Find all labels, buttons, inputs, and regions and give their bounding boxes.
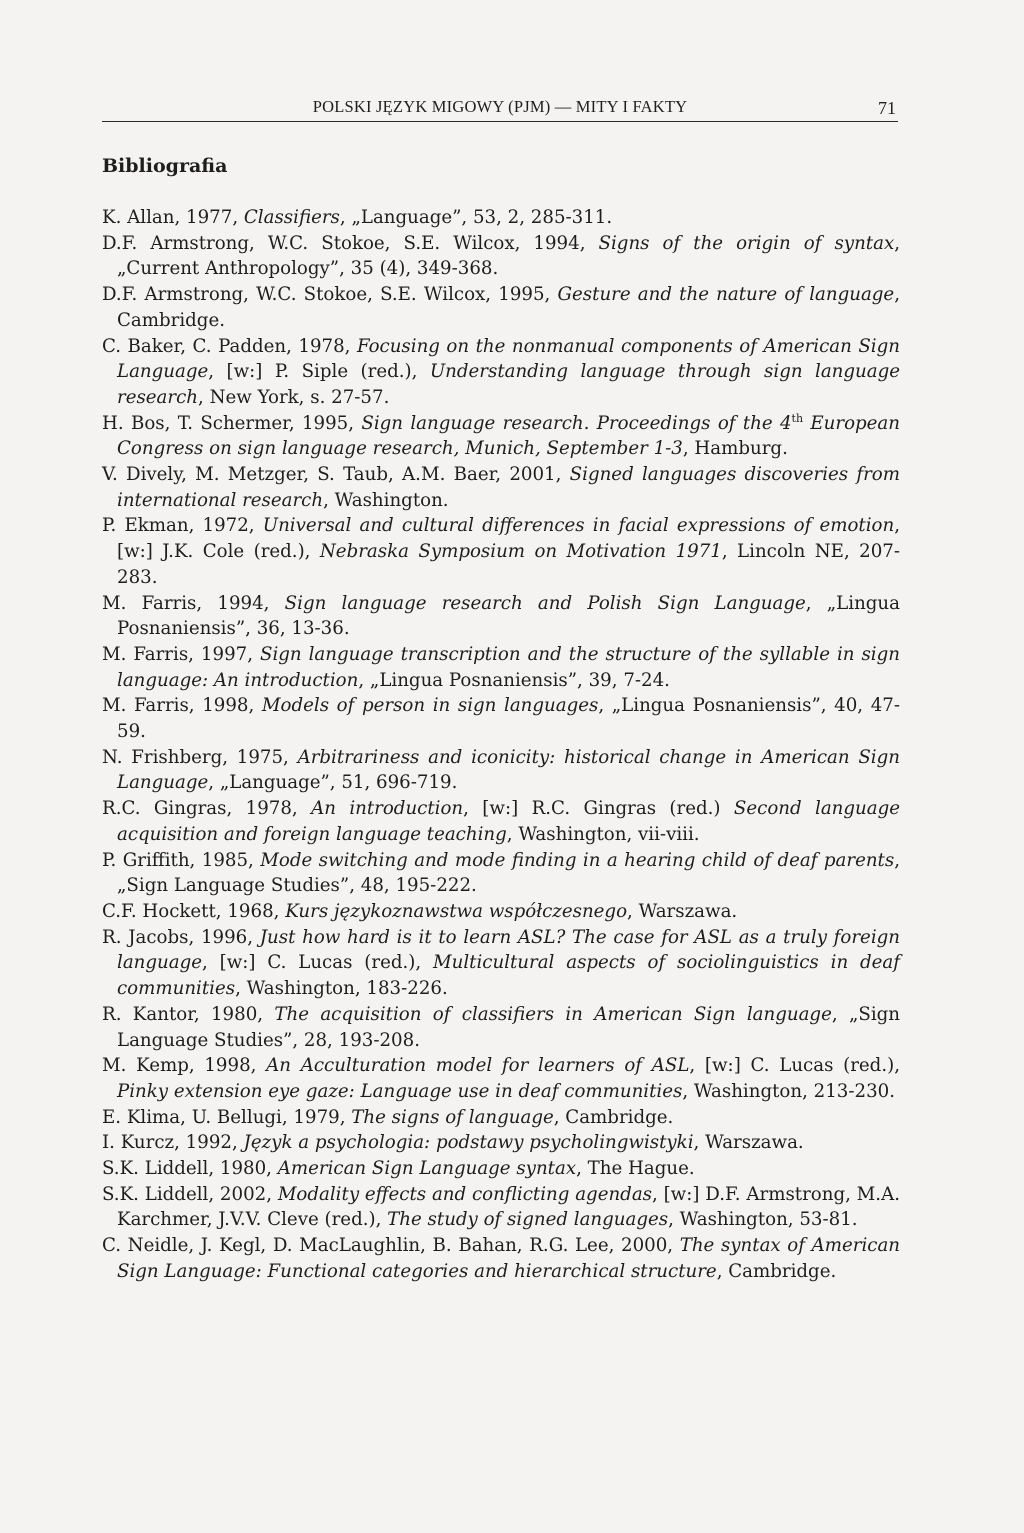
entry-title: American Sign Language syntax [277, 1158, 577, 1180]
entry-text: , „Language”, 51, 696-719. [208, 772, 458, 794]
entry-text: H. Bos, T. Schermer, 1995, [102, 412, 362, 434]
bibliography-entry [102, 1053, 900, 1104]
entry-title: Classifiers [243, 207, 340, 228]
entry-text: , „Language”, 53, 2, 285-311. [339, 207, 613, 228]
entry-text: M. Farris, 1998, [102, 695, 262, 717]
entry-title: Focusing on the nonmanual components of American Sign Language [117, 335, 900, 383]
bibliography-entry [102, 1002, 900, 1053]
entry-title: Signs of the origin of syntax [598, 232, 895, 254]
entry-text: , New York, s. 27-57. [198, 386, 390, 408]
entry-title: Second language acquisition and foreign language teaching [117, 798, 900, 845]
bibliography-entry [102, 1105, 900, 1131]
bibliography-entry [102, 899, 900, 925]
bibliography-entry [102, 925, 900, 1002]
entry-text: , „Current Anthropology”, 35 (4), 349-368. [117, 232, 900, 280]
bibliography-entry [102, 513, 900, 590]
entry-title: Sign language research. Proceedings of the 4 [361, 412, 792, 434]
entry-text: C. Baker, C. Padden, 1978, [102, 335, 357, 357]
bibliography-entry [102, 411, 900, 462]
entry-text: D.F. Armstrong, W.C. Stokoe, S.E. Wilcox, 1995, [102, 284, 558, 306]
entry-title: The signs of language [351, 1106, 554, 1128]
entry-title: Understanding language through sign language research [117, 361, 900, 408]
entry-title: Sign language research and Polish Sign Language [284, 592, 806, 614]
entry-text: , Washington, 183-226. [235, 978, 448, 1000]
entry-text: , Hamburg. [682, 438, 788, 460]
bibliography-entry [102, 334, 900, 411]
entry-text: , Washington, vii-viii. [506, 823, 700, 845]
bibliography-entry [102, 848, 900, 899]
entry-text: , Warszawa. [627, 900, 738, 922]
entry-text: S.K. Liddell, 1980, [102, 1158, 278, 1180]
entry-text: , Lincoln NE, 207-283. [117, 541, 900, 588]
entry-text: , [w:] R.C. Gingras (red.) [463, 798, 734, 820]
entry-text: , „Lingua Posnaniensis”, 39, 7-24. [358, 669, 670, 691]
entry-title: Język a psychologia: podstawy psycholingwistyki [243, 1132, 694, 1154]
entry-text: , The Hague. [576, 1158, 695, 1180]
bibliography-entry [102, 205, 900, 231]
bibliography-entry [102, 282, 900, 333]
entry-title: Modality effects and conflicting agendas [277, 1183, 652, 1205]
entry-text: , [w:] J.K. Cole (red.), [117, 515, 900, 563]
bibliography-entry [102, 642, 900, 693]
entry-title: Multicultural aspects of sociolinguistics in deaf communities [117, 952, 900, 1000]
entry-title: An introduction [311, 798, 464, 820]
superscript: th [791, 411, 804, 425]
entry-title: European Congress on sign language research, Munich, September 1-3 [117, 412, 900, 460]
entry-text: R. Kantor, 1980, [102, 1003, 275, 1025]
entry-text: D.F. Armstrong, W.C. Stokoe, S.E. Wilcox, 1994, [102, 232, 599, 254]
running-title: POLSKI JĘZYK MIGOWY (PJM) — MITY I FAKTY [312, 97, 688, 116]
entry-text: , „Sign Language Studies”, 28, 193-208. [117, 1003, 900, 1051]
entry-text: , Warszawa. [693, 1132, 804, 1154]
entry-text: , [w:] D.F. Armstrong, M.A. Karchmer, J.V.V. Cleve (red.), [117, 1183, 900, 1231]
page-number: 71 [878, 98, 896, 118]
entry-text: R.C. Gingras, 1978, [102, 798, 312, 820]
entry-text: , Cambridge. [716, 1260, 837, 1282]
entry-title: Arbitrariness and iconicity: historical change in American Sign Language [117, 746, 900, 794]
entry-text: M. Farris, 1997, [102, 643, 260, 665]
entry-text: , „Lingua Posnaniensis”, 40, 47-59. [117, 695, 900, 743]
entry-title: The syntax of American Sign Language: Functional categories and hierarchical structure [117, 1235, 901, 1282]
entry-title: Signed languages discoveries from international research [117, 464, 900, 511]
entry-text: P. Ekman, 1972, [102, 515, 263, 537]
bibliography-list [102, 205, 900, 1285]
bibliography-entry [102, 231, 900, 282]
entry-text: , „Sign Language Studies”, 48, 195-222. [117, 849, 900, 897]
entry-title: Universal and cultural differences in facial expressions of emotion [262, 515, 895, 537]
section-heading: Bibliografia [102, 155, 228, 177]
entry-text: , [w:] P. Siple (red.), [208, 361, 430, 383]
entry-text: P. Griffith, 1985, [102, 849, 261, 871]
running-header [102, 95, 898, 122]
bibliography-entry [102, 1182, 900, 1233]
entry-title: Kurs językoznawstwa współczesnego [285, 900, 628, 922]
entry-text: , [w:] C. Lucas (red.), [689, 1055, 900, 1077]
entry-title: The acquisition of classifiers in American Sign language [274, 1003, 832, 1025]
entry-text: , Cambridge. [553, 1106, 674, 1128]
entry-text: , Washington, 53-81. [668, 1209, 858, 1231]
bibliography-entry [102, 745, 900, 796]
entry-title: The study of signed languages [387, 1209, 669, 1231]
entry-text: K. Allan, 1977, [102, 207, 244, 228]
entry-title: Sign language transcription and the structure of the syllable in sign language: An introduction [117, 643, 900, 691]
entry-text: E. Klima, U. Bellugi, 1979, [102, 1106, 352, 1128]
entry-text: R. Jacobs, 1996, [102, 926, 260, 948]
bibliography-entry [102, 591, 900, 642]
entry-text: , Washington. [323, 489, 449, 511]
entry-title: Nebraska Symposium on Motivation 1971 [319, 541, 722, 563]
entry-title: Pinky extension eye gaze: Language use in deaf communities [117, 1080, 683, 1102]
entry-text: V. Dively, M. Metzger, S. Taub, A.M. Baer, 2001, [102, 464, 570, 486]
entry-title: Gesture and the nature of language [557, 284, 895, 306]
bibliography-entry [102, 462, 900, 513]
entry-text: I. Kurcz, 1992, [102, 1132, 244, 1154]
entry-text: C. Neidle, J. Kegl, D. MacLaughlin, B. Bahan, R.G. Lee, 2000, [102, 1235, 680, 1257]
bibliography-entry [102, 1233, 900, 1284]
entry-text: , [w:] C. Lucas (red.), [201, 952, 433, 974]
bibliography-entry [102, 796, 900, 847]
entry-title: Just how hard is it to learn ASL? The case for ASL as a truly foreign language [117, 926, 900, 974]
bibliography-entry [102, 1130, 900, 1156]
entry-title: An Acculturation model for learners of ASL [266, 1055, 690, 1077]
bibliography-entry [102, 693, 900, 744]
entry-text: , Washington, 213-230. [682, 1080, 895, 1102]
entry-text: , Cambridge. [117, 284, 900, 331]
entry-text: , „Lingua Posnaniensis”, 36, 13-36. [117, 592, 900, 640]
entry-text: S.K. Liddell, 2002, [102, 1183, 278, 1205]
entry-text: C.F. Hockett, 1968, [102, 900, 286, 922]
bibliography-entry [102, 1156, 900, 1182]
entry-text: M. Farris, 1994, [102, 592, 285, 614]
entry-text: N. Frishberg, 1975, [102, 746, 298, 768]
entry-text: M. Kemp, 1998, [102, 1055, 267, 1077]
entry-title: Mode switching and mode finding in a hearing child of deaf parents [260, 849, 895, 871]
entry-title: Models of person in sign languages [261, 695, 599, 717]
